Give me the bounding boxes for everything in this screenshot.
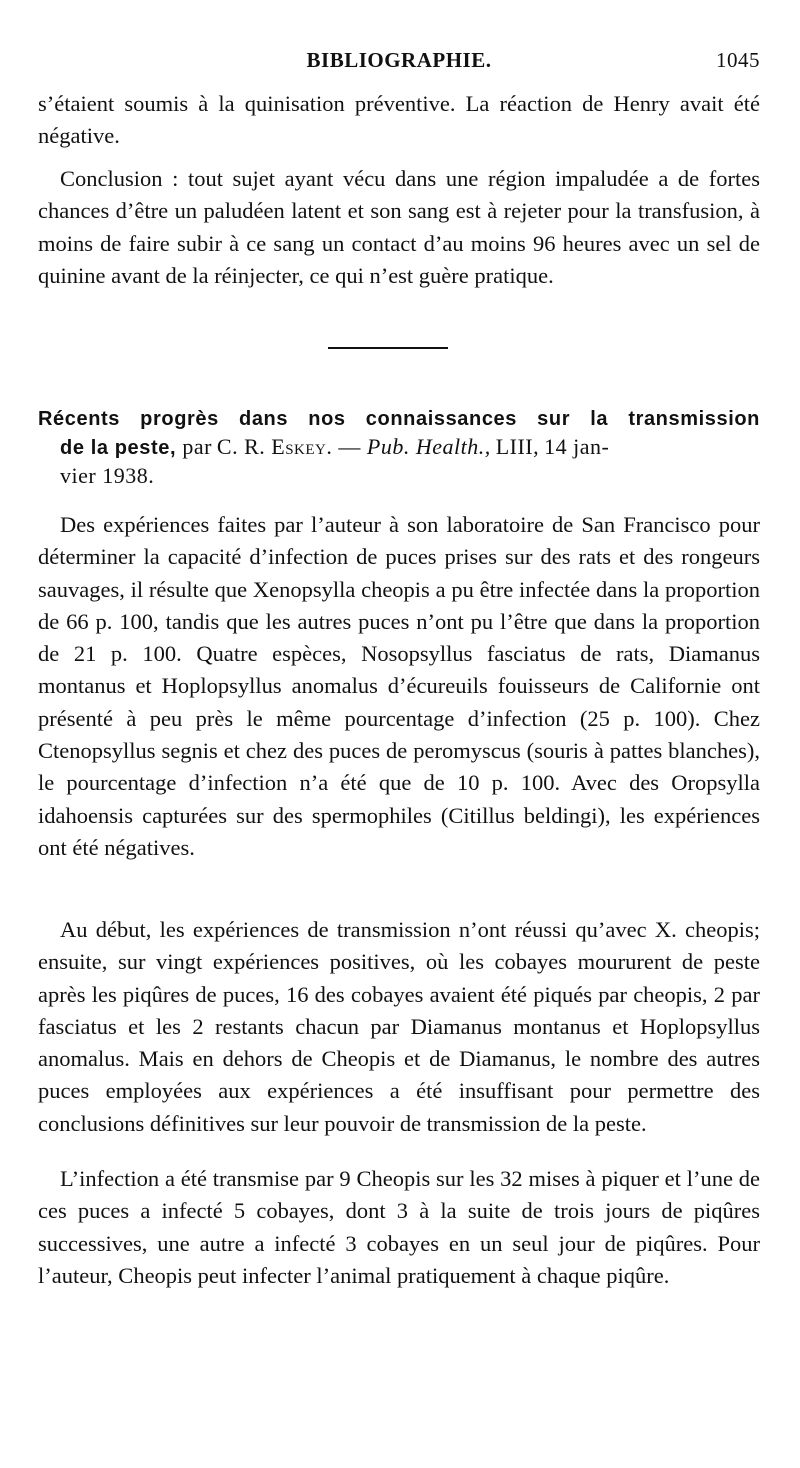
conclusion-paragraph: Conclusion : tout sujet ayant vécu dans une région impaludée a de fortes chances d’être un paludéen latent et son sang est à rejeter pour la transfusion, à moins de faire subir à ce sang un contact d’au moins 96 heures avec un sel de quinine avant de la réinjecter, ce qui n’est guère pratique. (38, 166, 760, 288)
body-paragraph-2: Au début, les expériences de transmission n’ont réussi qu’avec X. cheopis; ensuite, sur vingt expériences positives, où les cobayes moururent de peste après les piqûres de puces, 16 des cobayes avaient été piqués par cheopis, 2 par fasciatus et les 2 restants chacun par Diamanus montanus et Hoplopsyllus anomalus. Mais en dehors de Cheopis et de Diamanus, le nombre des autres puces employées aux expériences a été insuffisant pour permettre des conclusions définitives sur leur pouvoir de transmission de la peste. (38, 917, 760, 1136)
previous-paragraph-end: s’étaient soumis à la quinisation préventive. La réaction de Henry avait été négative. (38, 91, 760, 149)
article-author: C. R. Eskey. (216, 434, 333, 459)
citation-dash: — (332, 434, 367, 459)
article-date-line (38, 462, 760, 491)
article-heading (38, 405, 760, 491)
article-citation-line: de la peste, par C. R. Eskey. — Pub. Health., LIII, 14 jan- (60, 434, 610, 459)
article-by: par (182, 434, 212, 459)
article-date-start: 14 jan- (544, 434, 610, 459)
article-title-end: de la peste (60, 437, 170, 459)
body-paragraph-3: L’infection a été transmise par 9 Cheopis sur les 32 mises à piquer et l’une de ces puces a infecté 5 cobayes, dont 3 à la suite de trois jours de piqûres successives, une autre a infecté 3 cobayes en un seul jour de piqûres. Pour l’auteur, Cheopis peut infecter l’animal pratiquement à chaque piqûre. (38, 1166, 760, 1288)
running-head (38, 48, 760, 78)
page-number: 1045 (716, 48, 760, 72)
section-divider (328, 347, 448, 349)
article-title-line-1 (38, 405, 760, 433)
article-journal: Pub. Health., (366, 434, 491, 459)
article-title: Récents progrès dans nos connaissances sur la transmission (38, 408, 760, 430)
body-paragraph-1: Des expériences faites par l’auteur à son laboratoire de San Francisco pour déterminer la capacité d’infection de puces prises sur des rats et des rongeurs sauvages, il résulte que Xenopsylla cheopis a pu être infectée dans la proportion de 66 p. 100, tandis que les autres puces n’ont pu l’être que dans la proportion de 21 p. 100. Quatre espèces, Nosopsyllus fasciatus de rats, Diamanus montanus et Hoplopsyllus anomalus d’écureuils fouisseurs de Californie ont présenté à peu près le même pourcentage d’infection (25 p. 100). Chez Ctenopsyllus segnis et chez des puces de peromyscus (souris à pattes blanches), le pourcentage d’infection n’a été que de 10 p. 100. Avec des Oropsylla idahoensis capturées sur des spermophiles (Citillus beldingi), les expériences ont été négatives. (38, 512, 760, 860)
running-title: BIBLIOGRAPHIE. (306, 48, 492, 72)
article-volume: LIII, (495, 434, 540, 459)
article-date-end: vier 1938. (60, 463, 155, 488)
